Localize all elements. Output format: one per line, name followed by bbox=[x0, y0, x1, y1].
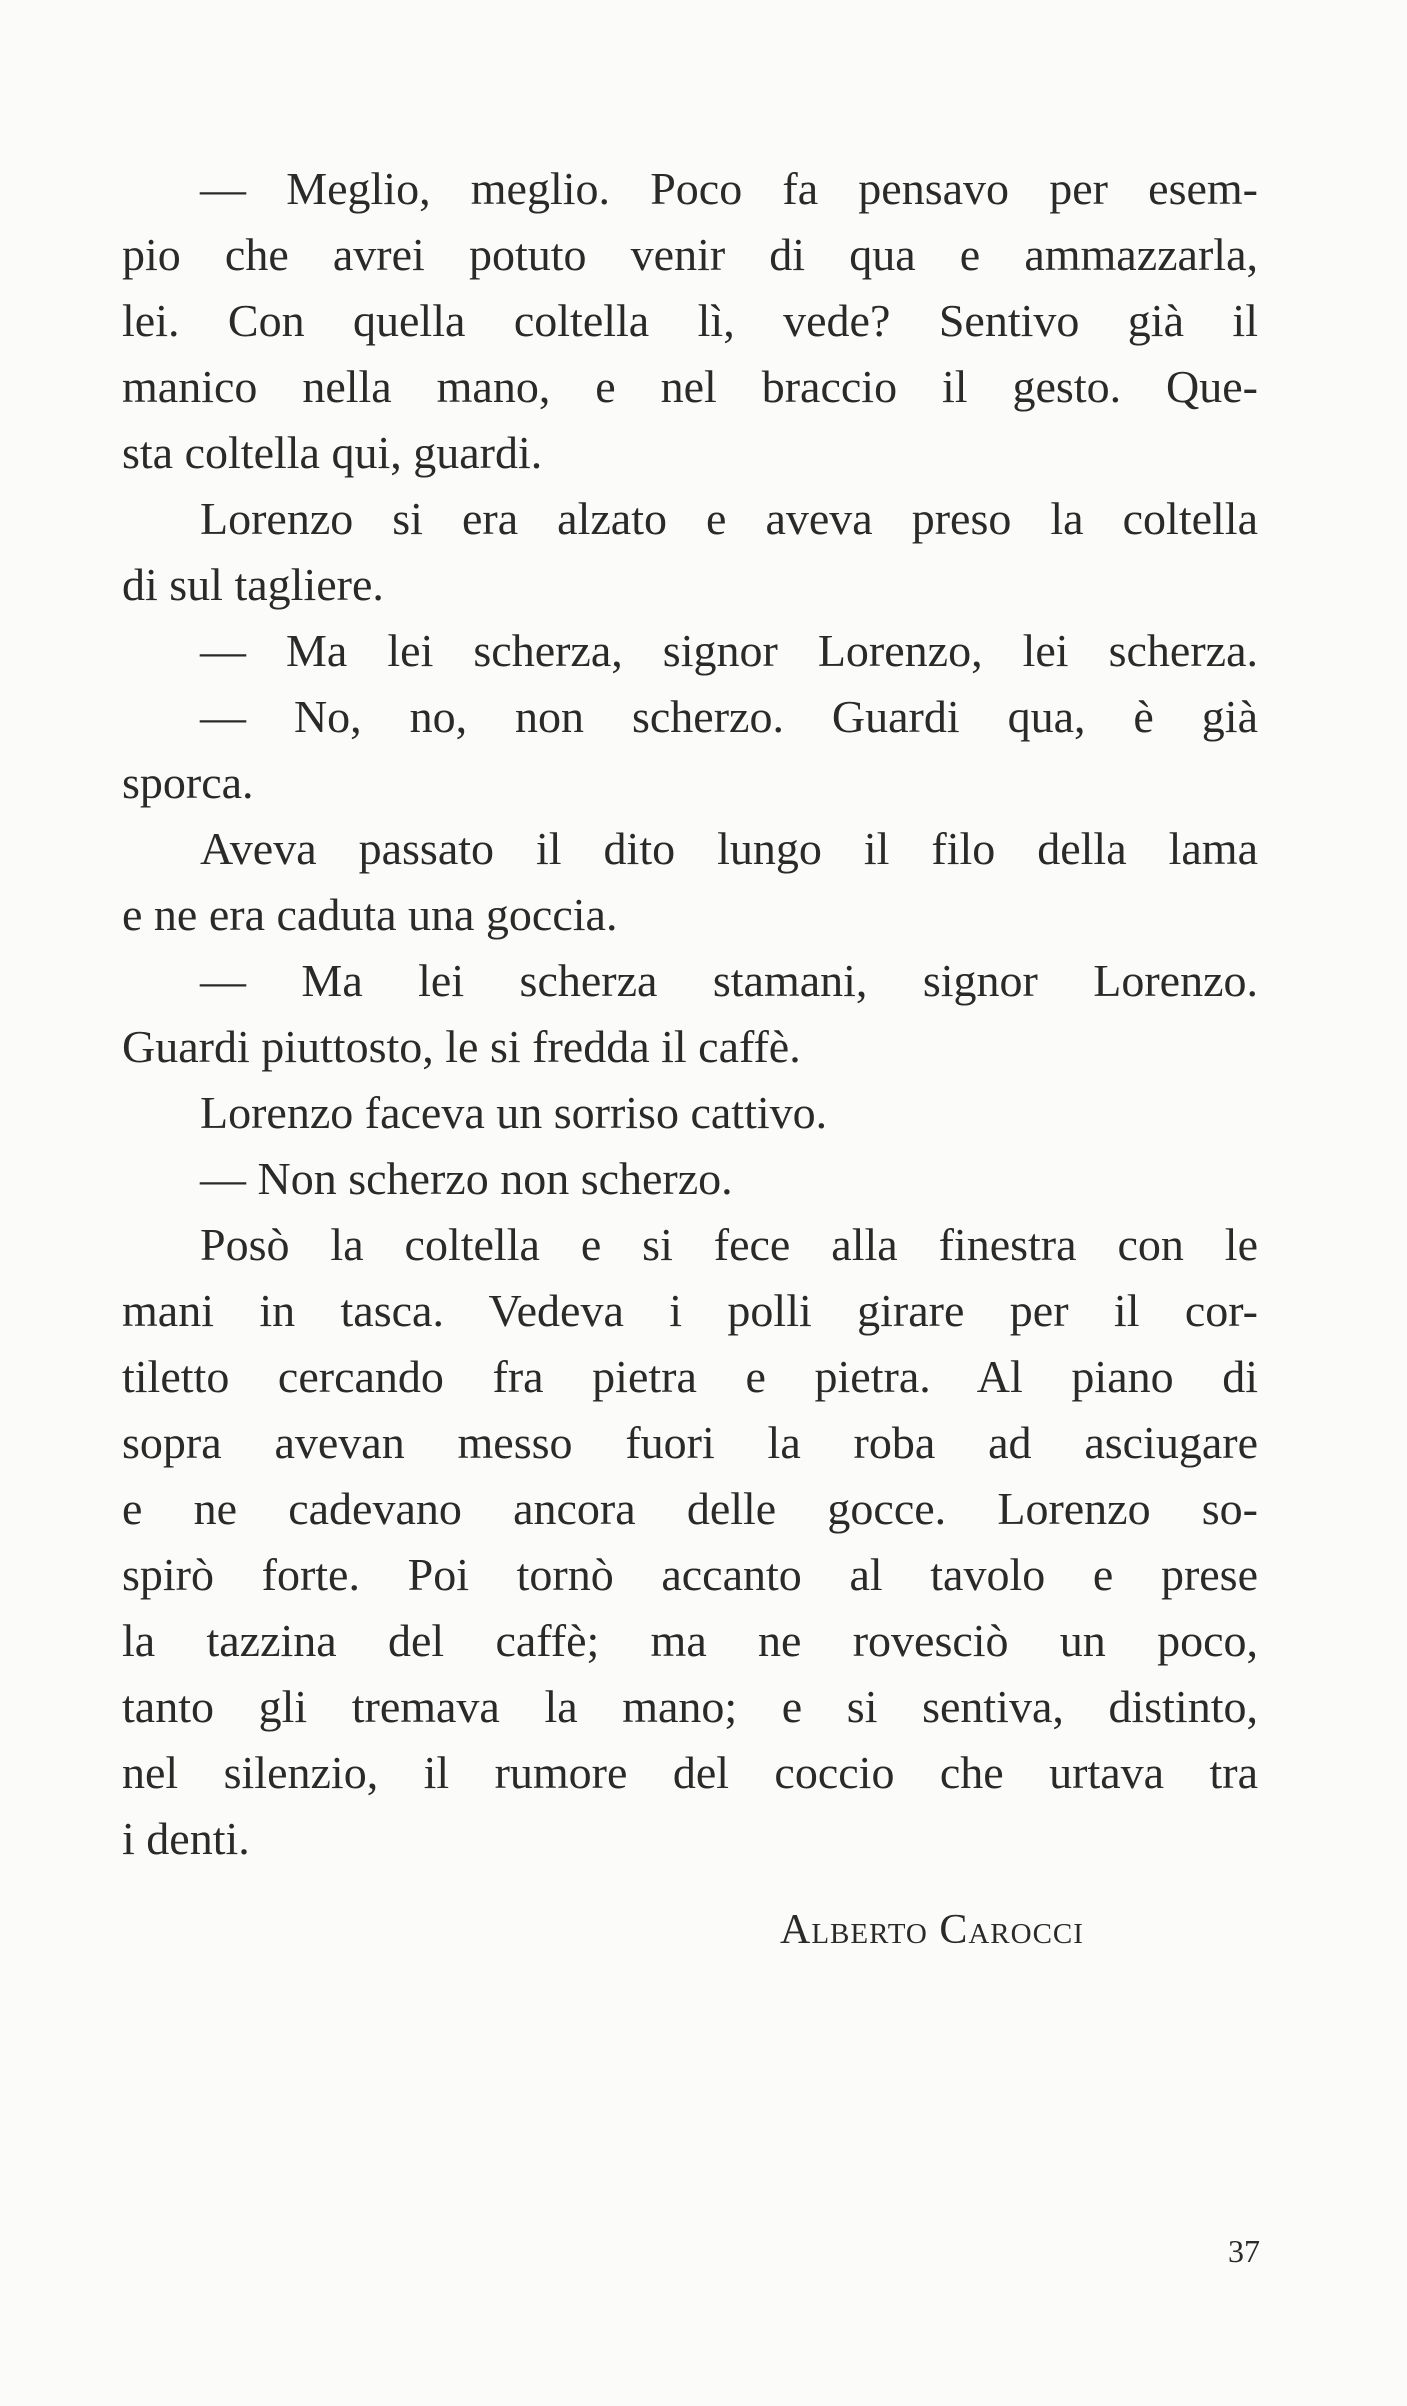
text-line: Lorenzo faceva un sorriso cattivo. bbox=[200, 1087, 828, 1138]
text-line: — Meglio, meglio. Poco fa pensavo per esem- bbox=[200, 163, 1258, 214]
text-line: di sul tagliere. bbox=[122, 559, 384, 610]
text-line: spirò forte. Poi tornò accanto al tavolo e prese bbox=[122, 1549, 1258, 1600]
text-line: manico nella mano, e nel braccio il gesto. Que- bbox=[122, 361, 1258, 412]
text-line: e ne cadevano ancora delle gocce. Lorenzo so- bbox=[122, 1483, 1258, 1534]
text-line: Posò la coltella e si fece alla finestra con le bbox=[200, 1219, 1258, 1270]
text-line: — No, no, non scherzo. Guardi qua, è già bbox=[200, 691, 1258, 742]
text-line: la tazzina del caffè; ma ne rovesciò un poco, bbox=[122, 1615, 1258, 1666]
text-line: — Ma lei scherza, signor Lorenzo, lei scherza. bbox=[200, 625, 1258, 676]
text-line: pio che avrei potuto venir di qua e ammazzarla, bbox=[122, 229, 1258, 280]
text-line: mani in tasca. Vedeva i polli girare per il cor- bbox=[122, 1285, 1258, 1336]
text-line: nel silenzio, il rumore del coccio che urtava tra bbox=[122, 1747, 1258, 1798]
text-line: sta coltella qui, guardi. bbox=[122, 427, 543, 478]
text-line: Guardi piuttosto, le si fredda il caffè. bbox=[122, 1021, 801, 1072]
text-line: — Non scherzo non scherzo. bbox=[200, 1153, 733, 1204]
page-number: 37 bbox=[1228, 2233, 1260, 2269]
author-signature: Alberto Carocci bbox=[780, 1907, 1084, 1953]
text-line: sopra avevan messo fuori la roba ad asciugare bbox=[122, 1417, 1258, 1468]
text-line: — Ma lei scherza stamani, signor Lorenzo. bbox=[200, 955, 1258, 1006]
text-line: tiletto cercando fra pietra e pietra. Al piano di bbox=[122, 1351, 1258, 1402]
text-line: Lorenzo si era alzato e aveva preso la coltella bbox=[200, 493, 1258, 544]
text-line: i denti. bbox=[122, 1813, 250, 1864]
text-line: lei. Con quella coltella lì, vede? Sentivo già il bbox=[122, 295, 1258, 346]
text-line: sporca. bbox=[122, 757, 254, 808]
text-line: Aveva passato il dito lungo il filo della lama bbox=[200, 823, 1258, 874]
text-line: e ne era caduta una goccia. bbox=[122, 889, 618, 940]
text-line: tanto gli tremava la mano; e si sentiva, distinto, bbox=[122, 1681, 1258, 1732]
